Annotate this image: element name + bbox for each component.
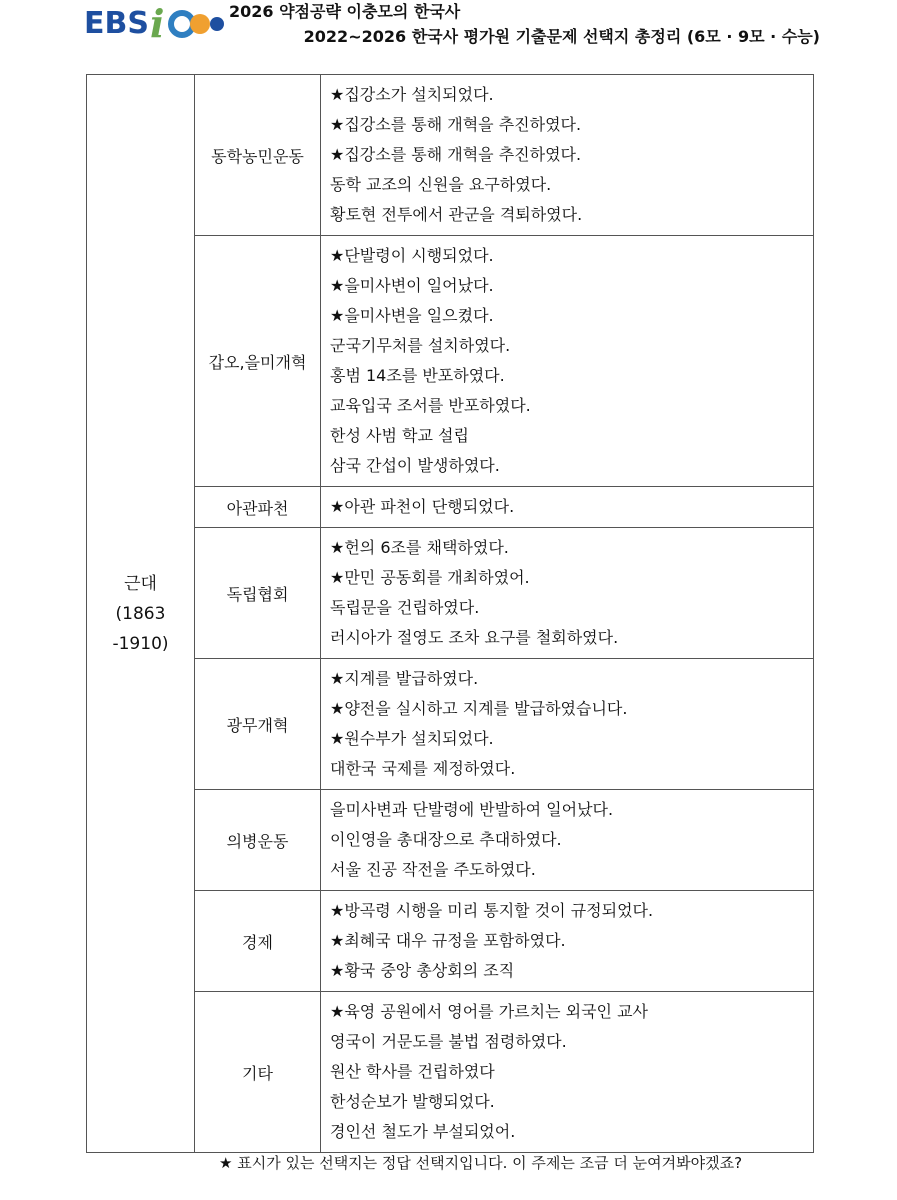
choice-item: ★만민 공동회를 개최하였어. xyxy=(330,568,530,587)
topic-cell: 광무개혁 xyxy=(195,659,321,790)
choice-item: ★집강소를 통해 개혁을 추진하였다. xyxy=(330,145,582,164)
era-cell xyxy=(87,75,195,1153)
topic-cell: 아관파천 xyxy=(195,487,321,528)
logo-circles-icon xyxy=(166,4,230,44)
choice-item: 서울 진공 작전을 주도하였다. xyxy=(330,860,536,879)
topic-cell: 경제 xyxy=(195,891,321,992)
choice-item: ★집강소를 통해 개혁을 추진하였다. xyxy=(330,115,582,134)
topic-cell: 갑오,을미개혁 xyxy=(195,236,321,487)
choice-item: ★육영 공원에서 영어를 가르치는 외국인 교사 xyxy=(330,1002,648,1021)
choice-item: 영국이 거문도를 불법 점령하였다. xyxy=(330,1032,567,1051)
page-subtitle: 2022~2026 한국사 평가원 기출문제 선택지 총정리 (6모 · 9모 · 수능) xyxy=(303,27,820,46)
choice-item: ★양전을 실시하고 지계를 발급하였습니다. xyxy=(330,699,628,718)
table-row xyxy=(87,75,814,236)
choice-item: ★방곡령 시행을 미리 통지할 것이 규정되었다. xyxy=(330,901,654,920)
table-row xyxy=(87,487,814,528)
items-cell xyxy=(321,992,814,1153)
era-name: 근대 xyxy=(124,573,157,594)
page-header xyxy=(0,0,897,60)
table-row xyxy=(87,891,814,992)
items-cell xyxy=(321,75,814,236)
choice-item: ★을미사변이 일어났다. xyxy=(330,276,494,295)
choice-item: 을미사변과 단발령에 반발하여 일어났다. xyxy=(330,800,614,819)
table-row xyxy=(87,790,814,891)
choice-item: 삼국 간섭이 발생하였다. xyxy=(330,456,500,475)
table-row xyxy=(87,236,814,487)
choice-item: 독립문을 건립하였다. xyxy=(330,598,480,617)
page-title: 2026 약점공략 이충모의 한국사 xyxy=(229,2,461,21)
choice-item: 홍범 14조를 반포하였다. xyxy=(330,366,505,385)
choice-item: 러시아가 절영도 조차 요구를 철회하였다. xyxy=(330,628,619,647)
era-years-start: (1863 xyxy=(115,603,166,624)
topic-cell: 기타 xyxy=(195,992,321,1153)
items-cell xyxy=(321,236,814,487)
table-row xyxy=(87,528,814,659)
choice-item: 한성 사범 학교 설립 xyxy=(330,426,469,445)
choice-item: 원산 학사를 건립하였다 xyxy=(330,1062,495,1081)
table-row xyxy=(87,659,814,790)
choice-item: ★단발령이 시행되었다. xyxy=(330,246,494,265)
choice-item: 한성순보가 발행되었다. xyxy=(330,1092,495,1111)
items-cell xyxy=(321,487,814,528)
choice-item: ★집강소가 설치되었다. xyxy=(330,85,494,104)
items-cell xyxy=(321,891,814,992)
footnote: ★ 표시가 있는 선택지는 정답 선택지입니다. 이 주제는 조금 더 눈여겨봐야겠죠? xyxy=(219,1154,743,1172)
choice-item: 이인영을 총대장으로 추대하였다. xyxy=(330,830,562,849)
choice-item: 동학 교조의 신원을 요구하였다. xyxy=(330,175,552,194)
choice-item: ★지계를 발급하였다. xyxy=(330,669,479,688)
ebsi-logo xyxy=(84,1,230,46)
logo-i: i xyxy=(149,1,165,46)
items-cell xyxy=(321,790,814,891)
topic-cell: 독립협회 xyxy=(195,528,321,659)
logo-text: EBS xyxy=(84,6,149,41)
choice-item: ★을미사변을 일으켰다. xyxy=(330,306,494,325)
choice-item: 군국기무처를 설치하였다. xyxy=(330,336,511,355)
choice-item: ★원수부가 설치되었다. xyxy=(330,729,494,748)
era-years-end: -1910) xyxy=(112,633,169,654)
table-row xyxy=(87,992,814,1153)
choice-item: 경인선 철도가 부설되었어. xyxy=(330,1122,516,1141)
items-cell xyxy=(321,659,814,790)
choice-item: ★최혜국 대우 규정을 포함하였다. xyxy=(330,931,566,950)
topic-cell: 의병운동 xyxy=(195,790,321,891)
choice-item: ★헌의 6조를 채택하였다. xyxy=(330,538,509,557)
summary-table-body xyxy=(87,75,814,1153)
choice-item: ★황국 중앙 총상회의 조직 xyxy=(330,961,515,980)
items-cell xyxy=(321,528,814,659)
choice-item: ★아관 파천이 단행되었다. xyxy=(330,497,515,516)
choice-item: 황토현 전투에서 관군을 격퇴하였다. xyxy=(330,205,583,224)
summary-table xyxy=(86,74,814,1153)
topic-cell: 동학농민운동 xyxy=(195,75,321,236)
choice-item: 교육입국 조서를 반포하였다. xyxy=(330,396,531,415)
choice-item: 대한국 국제를 제정하였다. xyxy=(330,759,516,778)
